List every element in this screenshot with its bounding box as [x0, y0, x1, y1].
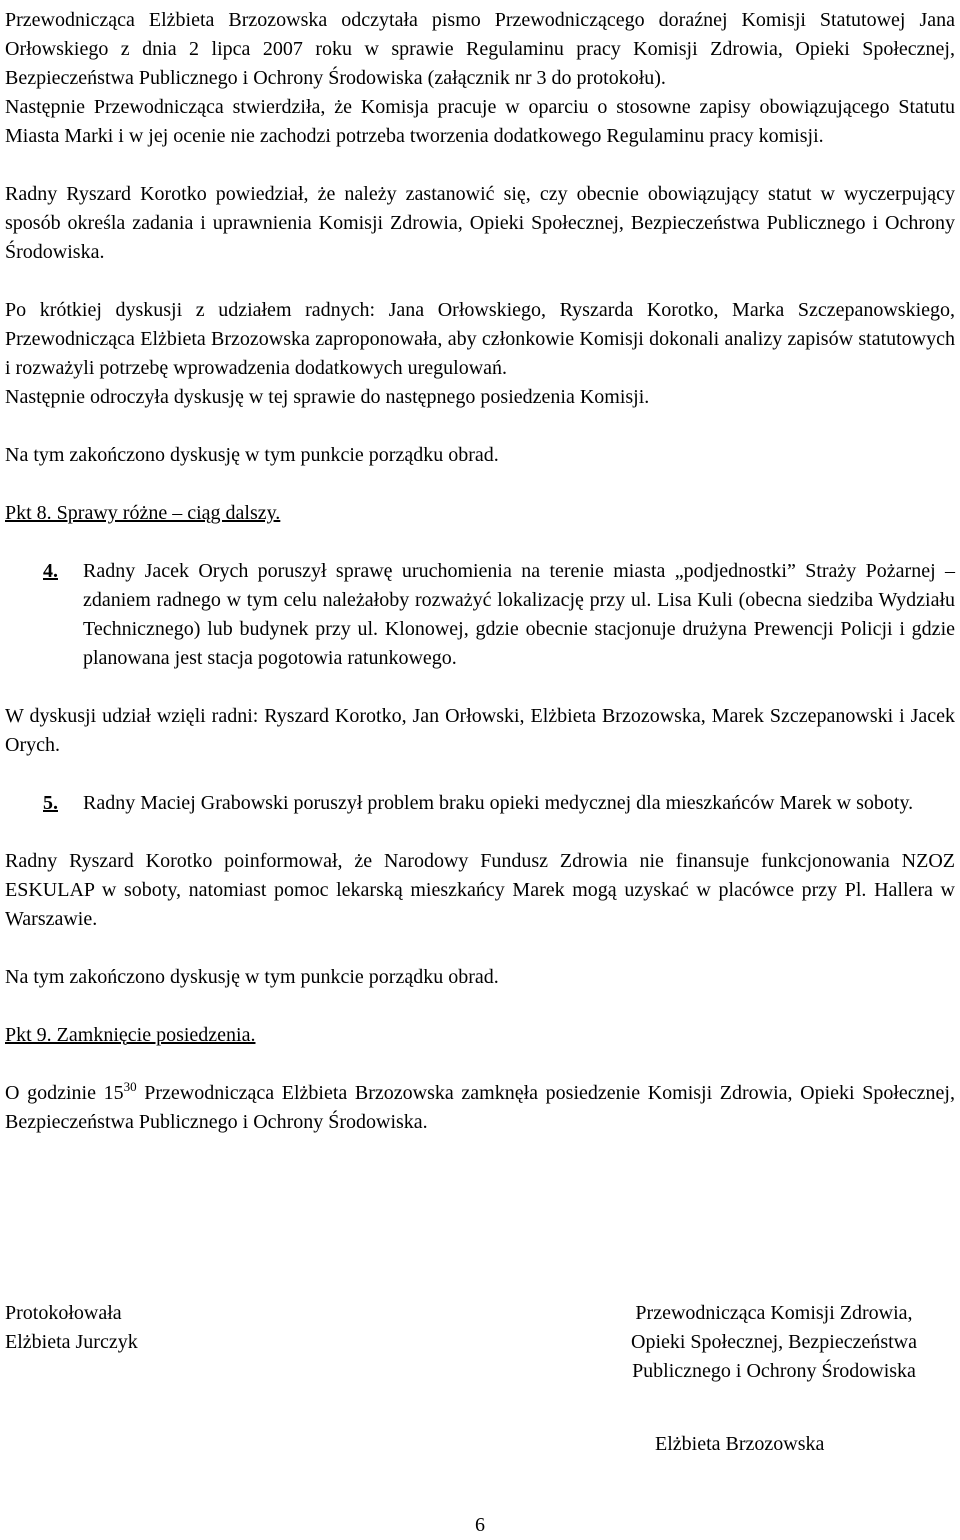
chair-signature — [593, 1299, 955, 1386]
section-heading-pkt9 — [5, 1021, 955, 1050]
closing-time-text: O godzinie 15 — [5, 1082, 124, 1104]
recorder-name: Elżbieta Jurczyk — [5, 1331, 138, 1353]
pkt8-title: Pkt 8. Sprawy różne – ciąg dalszy. — [5, 502, 281, 524]
item-text-5: Radny Maciej Grabowski poruszył problem braku opieki medycznej dla mieszkańców Marek w soboty. — [83, 792, 914, 814]
list-item-4 — [5, 557, 955, 673]
paragraph-discussion-proposal: Po krótkiej dyskusji z udziałem radnych: Jana Orłowskiego, Ryszarda Korotko, Marka Szczepanowskiego, Przewodnicząca Elżbieta Brzozowska zaproponowała, aby członkowie Komisji dokonali analizy zapisów statutowych i rozważyli potrzebę wprowadzenia dodatkowych uregulowań. — [5, 299, 955, 379]
chair-role-line3: Publicznego i Ochrony Środowiska — [632, 1360, 916, 1382]
recorder-role: Protokołowała — [5, 1302, 122, 1324]
item-text-4: Radny Jacek Orych poruszył sprawę uruchomienia na terenie miasta „podjednostki” Straży Pożarnej – zdaniem radnego w tym celu należałoby rozważyć lokalizację przy ul. Lisa Kuli (obecna siedziba Wydziału Technicznego) lub budynek przy ul. Klonowej, gdzie obecnie stacjonuje drużyna Prewencji Policji i gdzie planowana jest stacja pogotowia ratunkowego. — [83, 560, 955, 669]
page-number: 6 — [475, 1514, 485, 1536]
paragraph-closing — [5, 1079, 955, 1137]
recorder-signature — [5, 1299, 138, 1357]
pkt9-title: Pkt 9. Zamknięcie posiedzenia. — [5, 1024, 256, 1046]
closing-time-minutes: 30 — [123, 1079, 137, 1094]
item-number-5: 5. — [43, 792, 58, 814]
item-number-4: 4. — [43, 560, 58, 582]
paragraph-letter-read: Przewodnicząca Elżbieta Brzozowska odczytała pismo Przewodniczącego doraźnej Komisji Statutowej Jana Orłowskiego z dnia 2 lipca 2007 roku w sprawie Regulaminu pracy Komisji Zdrowia, Opieki Społecznej, Bezpieczeństwa Publicznego i Ochrony Środowiska (załącznik nr 3 do protokołu). — [5, 9, 955, 89]
chair-role-line2: Opieki Społecznej, Bezpieczeństwa — [631, 1331, 917, 1353]
section-heading-pkt8 — [5, 499, 955, 528]
paragraph-korotko-nfz: Radny Ryszard Korotko poinformował, że Narodowy Fundusz Zdrowia nie finansuje funkcjonowania NZOZ ESKULAP w soboty, natomiast pomoc lekarską mieszkańcy Marek mogą uzyskać w placówce przy Pl. Hallera w Warszawie. — [5, 850, 955, 930]
closing-statement: Przewodnicząca Elżbieta Brzozowska zamknęła posiedzenie Komisji Zdrowia, Opieki Społecznej, Bezpieczeństwa Publicznego i Ochrony Środowiska. — [5, 1082, 955, 1133]
chair-name: Elżbieta Brzozowska — [655, 1433, 825, 1455]
paragraph-discussion-closed-2: Na tym zakończono dyskusję w tym punkcie porządku obrad. — [5, 966, 499, 988]
paragraph-discussion-closed-1: Na tym zakończono dyskusję w tym punkcie porządku obrad. — [5, 444, 499, 466]
paragraph-discussion-participants: W dyskusji udział wzięli radni: Ryszard Korotko, Jan Orłowski, Elżbieta Brzozowska, Marek Szczepanowski i Jacek Orych. — [5, 705, 955, 756]
list-item-5 — [5, 789, 955, 818]
signature-block — [5, 1299, 955, 1459]
paragraph-korotko-statute: Radny Ryszard Korotko powiedział, że należy zastanowić się, czy obecnie obowiązujący statut w wyczerpujący sposób określa zadania i uprawnienia Komisji Zdrowia, Opieki Społecznej, Bezpieczeństwa Publicznego i Ochrony Środowiska. — [5, 183, 955, 263]
paragraph-chair-statement: Następnie Przewodnicząca stwierdziła, że Komisja pracuje w oparciu o stosowne zapisy obowiązującego Statutu Miasta Marki i w jej ocenie nie zachodzi potrzeba tworzenia dodatkowego Regulaminu pracy komisji. — [5, 96, 955, 147]
paragraph-adjourned: Następnie odroczyła dyskusję w tej sprawie do następnego posiedzenia Komisji. — [5, 386, 650, 408]
document-page — [5, 6, 955, 1455]
chair-role-line1: Przewodnicząca Komisji Zdrowia, — [635, 1302, 913, 1324]
